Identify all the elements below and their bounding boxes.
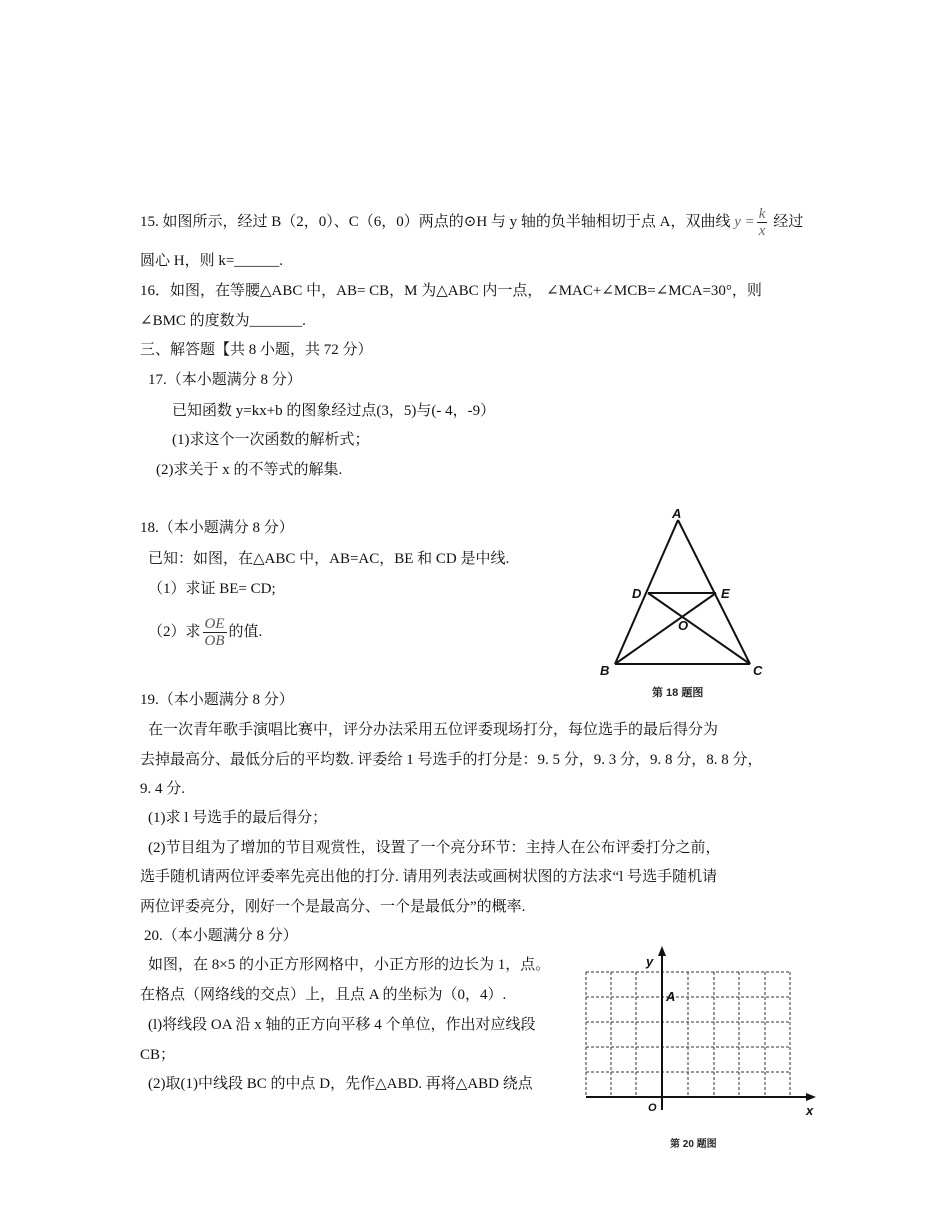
grid-lines xyxy=(586,972,790,1097)
q18-frac-num: OE xyxy=(204,616,225,633)
q17-part1: (1)求这个一次函数的解析式； xyxy=(172,432,370,448)
q18-triangle-diagram xyxy=(590,500,790,710)
q17-part2: (2)求关于 x 的不等式的解集. xyxy=(156,462,343,478)
q15-line1 xyxy=(140,206,803,239)
q20-line1: 如图，在 8×5 的小正方形网格中，小正方形的边长为 1，点。 xyxy=(148,957,551,973)
q18-part2 xyxy=(148,614,262,650)
label-o: O xyxy=(648,1102,657,1114)
q20-part1-b: CB； xyxy=(140,1047,176,1063)
q18-figure xyxy=(590,500,790,710)
q19-head: 19.（本小题满分 8 分） xyxy=(140,692,294,708)
q18-caption: 第 18 题图 xyxy=(652,687,704,699)
section3-title: 三、解答题【共 8 小题，共 72 分） xyxy=(140,342,373,358)
label-y: y xyxy=(646,954,654,969)
q15-fraction xyxy=(757,206,768,239)
q20-caption: 第 20 题图 xyxy=(670,1139,717,1150)
q20-head: 20.（本小题满分 8 分） xyxy=(144,928,298,944)
q20-figure xyxy=(578,940,828,1155)
q19-part2-c: 两位评委亮分，刚好一个是最高分、一个是最低分”的概率. xyxy=(140,899,526,915)
q19-part2-b: 选手随机请两位评委率先亮出他的打分. 请用列表法或画树状图的方法求“l 号选手随机请 xyxy=(140,869,718,885)
q18-part2-pre: （2）求 xyxy=(148,624,201,640)
q16-line1: 16．如图，在等腰△ABC 中，AB= CB，M 为△ABC 内一点， ∠MAC+∠MCB=∠MCA=30°，则 xyxy=(140,283,762,299)
label-d: D xyxy=(632,586,642,601)
label-e: E xyxy=(721,586,730,601)
median-cd xyxy=(648,593,750,664)
q20-grid-diagram xyxy=(578,940,828,1155)
q18-fraction xyxy=(203,616,227,649)
q15-text-end: 经过 xyxy=(769,213,804,230)
label-b: B xyxy=(600,663,610,678)
x-axis-arrow xyxy=(806,1093,816,1101)
label-a: A xyxy=(666,989,676,1004)
q16-line2: ∠BMC 的度数为_______. xyxy=(140,313,306,329)
q19-line2: 去掉最高分、最低分后的平均数. 评委给 1 号选手的打分是：9. 5 分，9. 3 分，9. 8 分，8. 8 分， xyxy=(140,752,763,768)
q17-stem: 已知函数 y=kx+b 的图象经过点(3，5)与(- 4，-9） xyxy=(172,403,496,419)
y-axis-arrow xyxy=(658,946,666,956)
q18-stem: 已知：如图，在△ABC 中，AB=AC，BE 和 CD 是中线. xyxy=(148,551,510,567)
q15-fn-den: x xyxy=(758,223,766,239)
q19-part2-a: (2)节目组为了增加的节目观赏性，设置了一个亮分环节：主持人在公布评委打分之前， xyxy=(148,840,721,856)
q15-text: 15. 如图所示，经过 B（2，0）、C（6，0）两点的⊙H 与 y 轴的负半轴相切于点 A，双曲线 xyxy=(140,213,735,230)
label-x: x xyxy=(806,1103,814,1118)
q18-part1: （1）求证 BE= CD; xyxy=(148,581,276,597)
label-c: C xyxy=(753,663,763,678)
q20-line2: 在格点（网络线的交点）上，且点 A 的坐标为（0，4）. xyxy=(140,987,507,1003)
q15-line2: 圆心 H，则 k=______. xyxy=(140,253,284,269)
q19-line1: 在一次青年歌手演唱比赛中，评分办法采用五位评委现场打分，每位选手的最后得分为 xyxy=(148,722,719,738)
q19-line3: 9. 4 分. xyxy=(140,781,186,797)
q15-fn-lhs: y = xyxy=(734,213,755,230)
q18-part2-post: 的值. xyxy=(228,624,263,640)
q18-frac-den: OB xyxy=(204,633,225,650)
label-a: A xyxy=(672,506,682,521)
q20-part2: (2)取(1)中线段 BC 的中点 D，先作△ABD. 再将△ABD 绕点 xyxy=(148,1076,533,1092)
q19-part1: (1)求 l 号选手的最后得分； xyxy=(148,810,328,826)
q20-part1-a: (l)将线段 OA 沿 x 轴的正方向平移 4 个单位，作出对应线段 xyxy=(148,1017,536,1033)
label-o: O xyxy=(678,618,689,633)
q18-head: 18.（本小题满分 8 分） xyxy=(140,520,294,536)
q17-head: 17.（本小题满分 8 分） xyxy=(148,372,302,388)
q15-fn-num: k xyxy=(758,206,766,222)
